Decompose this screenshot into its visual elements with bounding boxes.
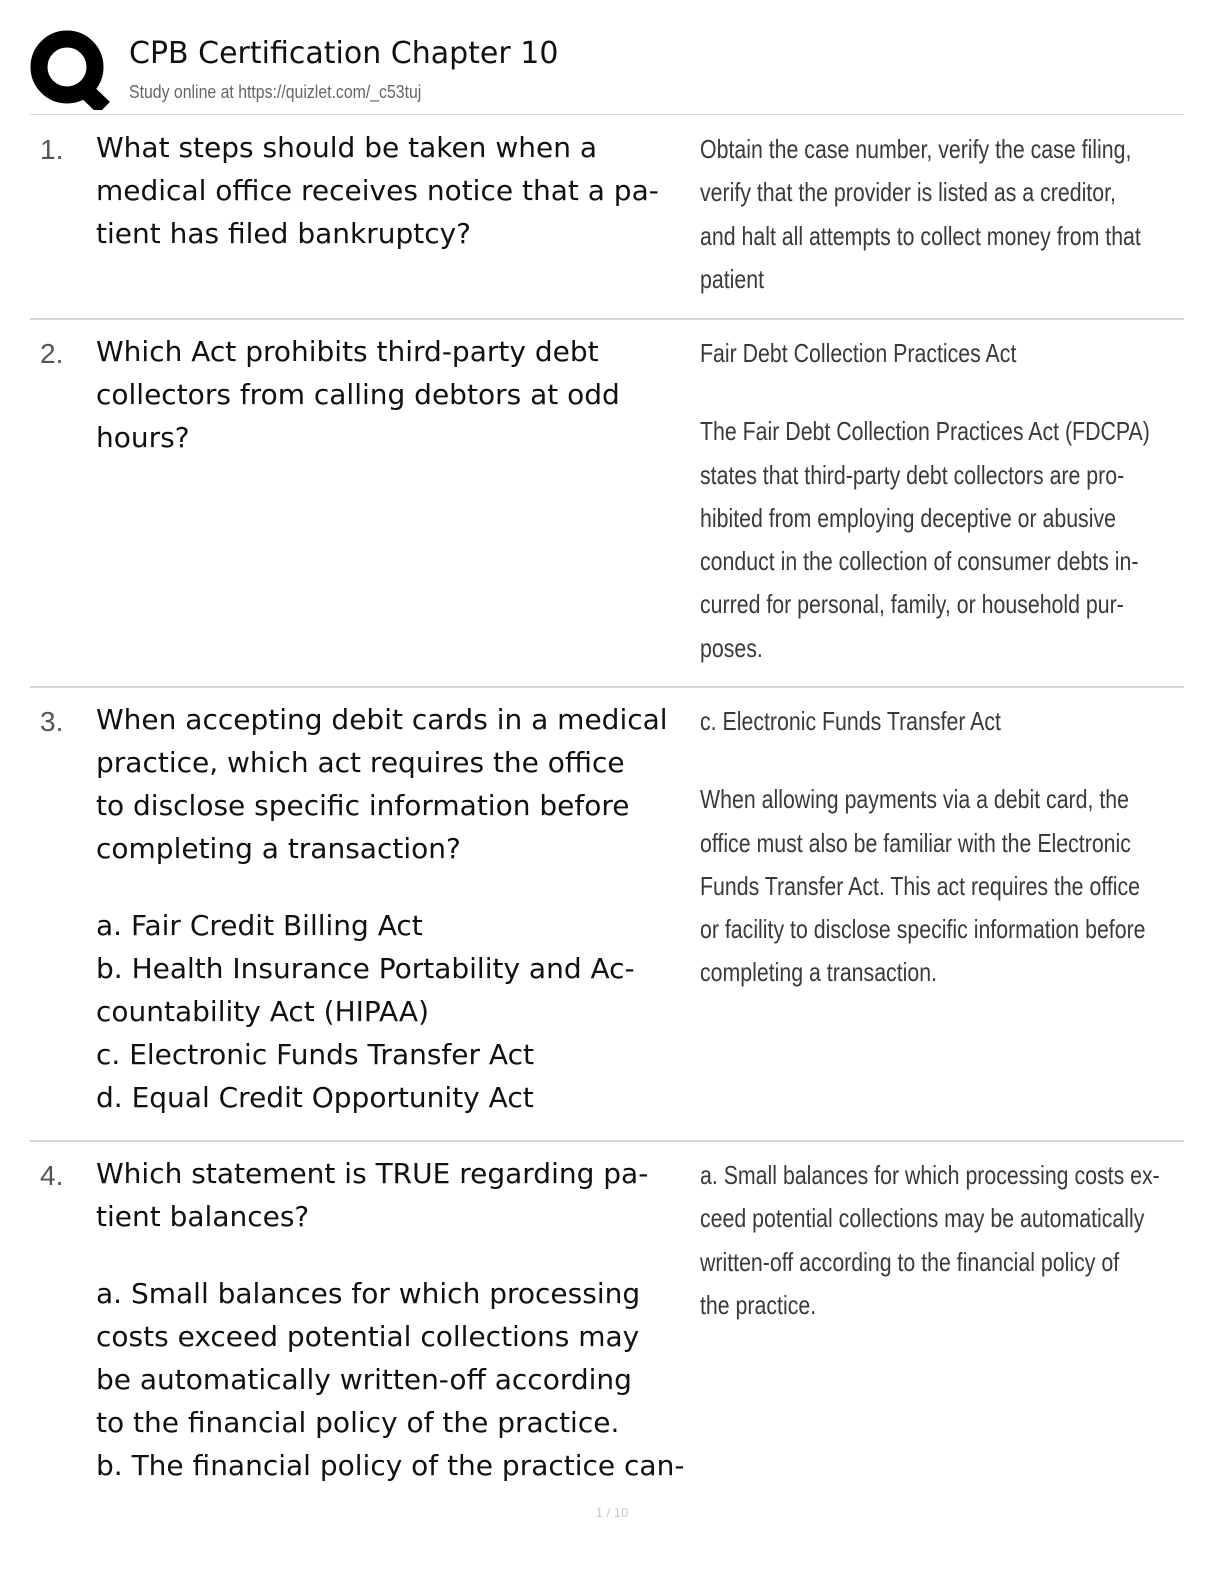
answer-text [700,1154,1180,1327]
question-line: Which statement is TRUE regarding pa- [96,1157,649,1190]
question-text [96,330,696,459]
question-line: to disclose specific information before [96,789,630,822]
question-line: tient balances? [96,1200,310,1233]
card-number: 1. [40,134,64,165]
answer-line: The Fair Debt Collection Practices Act (FDCPA) [700,416,1150,447]
question-line: collectors from calling debtors at odd [96,378,620,411]
question-line: medical office receives notice that a pa- [96,174,659,207]
answer-line: Funds Transfer Act. This act requires the office [700,870,1141,901]
answer-line: completing a transaction. [700,957,938,988]
flashcard-4 [30,1142,1184,1492]
answer-short: c. Electronic Funds Transfer Act [700,706,1001,736]
answer-text [700,700,1180,995]
answer-line: When allowing payments via a debit card, the [700,784,1130,815]
question-text [96,698,696,1119]
option-b: b. The financial policy of the practice can- [96,1449,685,1482]
page-title: CPB Certification Chapter 10 [129,36,559,71]
answer-line: verify that the provider is listed as a creditor, [700,177,1116,208]
option-b-continued: countability Act (HIPAA) [96,995,429,1028]
answer-line: curred for personal, family, or household pur- [700,589,1124,620]
question-line: practice, which act requires the office [96,746,625,779]
card-number: 2. [40,338,64,369]
option-a: a. Small balances for which processing [96,1277,641,1310]
answer-line: or facility to disclose specific information before [700,914,1146,945]
answer-line: Obtain the case number, verify the case filing, [700,134,1132,164]
study-online-link-text: Study online at https://quizlet.com/_c53tuj [129,82,422,102]
answer-line: office must also be familiar with the Electronic [700,827,1131,858]
question-text [96,1152,696,1487]
answer-line: a. Small balances for which processing costs ex- [700,1160,1160,1190]
answer-line: and halt all attempts to collect money from that [700,220,1141,251]
question-line: tient has filed bankruptcy? [96,217,472,250]
question-text [96,126,696,255]
option-a-continued: to the financial policy of the practice. [96,1406,620,1439]
answer-line: patient [700,263,765,294]
option-c: c. Electronic Funds Transfer Act [96,1038,534,1071]
option-d: d. Equal Credit Opportunity Act [96,1081,534,1114]
card-number: 3. [40,706,64,737]
question-line: completing a transaction? [96,832,461,865]
question-line: Which Act prohibits third-party debt [96,335,599,368]
answer-short: Fair Debt Collection Practices Act [700,338,1017,368]
question-line: When accepting debit cards in a medical [96,703,668,736]
answer-line: conduct in the collection of consumer debts in- [700,546,1139,577]
option-b: b. Health Insurance Portability and Ac- [96,952,635,985]
card-number: 4. [40,1160,64,1191]
flashcard-1 [30,116,1184,320]
answer-line: the practice. [700,1289,817,1320]
option-a: a. Fair Credit Billing Act [96,909,423,942]
option-a-continued: be automatically written-off according [96,1363,632,1396]
flashcard-2 [30,320,1184,688]
question-line: hours? [96,421,190,454]
quizlet-q-logo-icon [30,30,110,110]
answer-line: written-off according to the financial policy of [700,1246,1120,1277]
answer-line: hibited from employing deceptive or abusive [700,502,1116,533]
option-a-continued: costs exceed potential collections may [96,1320,640,1353]
answer-line: ceed potential collections may be automatically [700,1203,1145,1234]
answer-line: states that third-party debt collectors are pro- [700,459,1125,490]
page-number: 1 / 10 [595,1505,629,1520]
document-header [30,30,1184,115]
answer-text [700,128,1180,301]
answer-text [700,332,1180,670]
question-line: What steps should be taken when a [96,131,597,164]
flashcard-3 [30,688,1184,1142]
answer-line: poses. [700,632,763,663]
